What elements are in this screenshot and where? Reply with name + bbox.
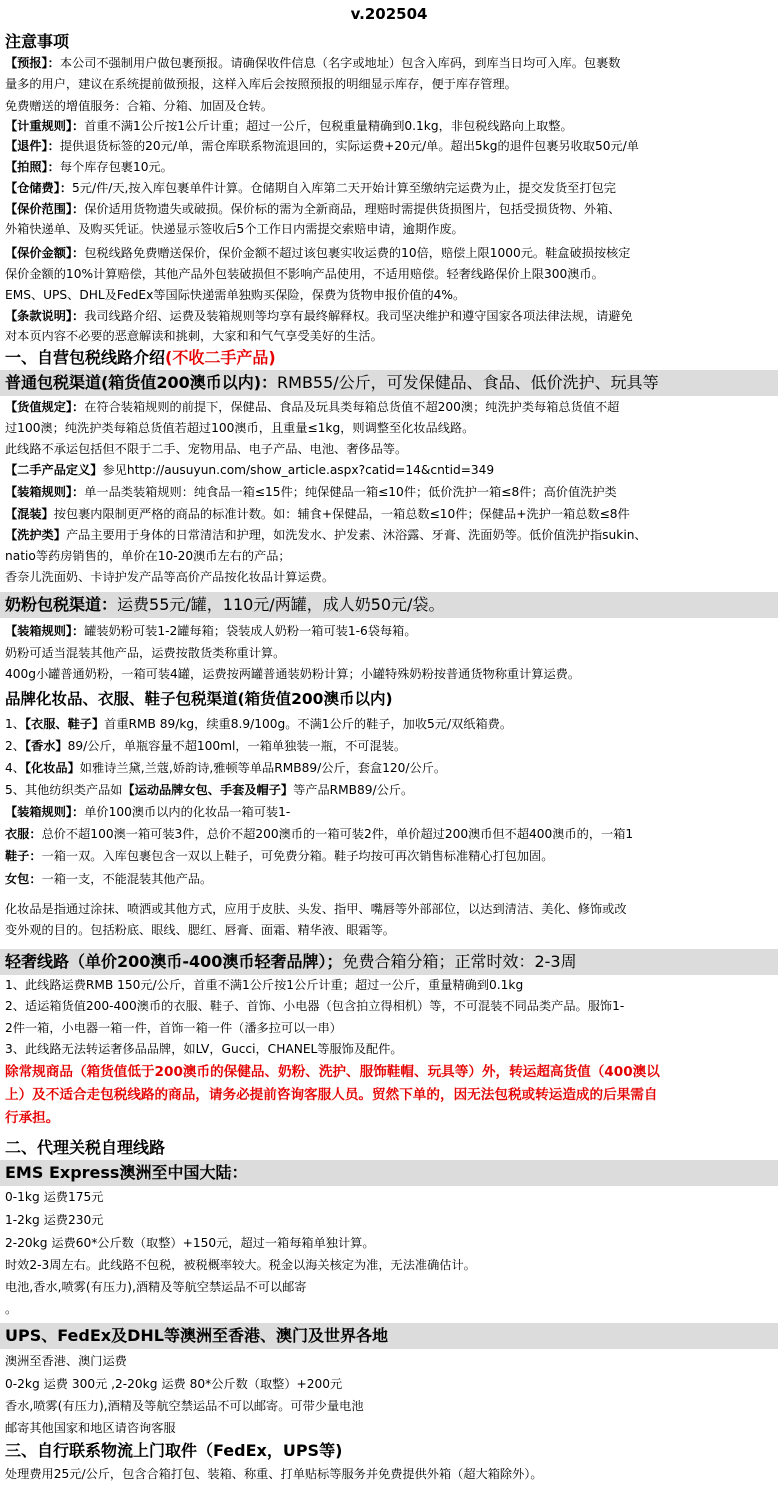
- notice-line: 【仓储费】：5元/件/天,按入库包裹单件计算。仓储期自入库第二天开始计算至缴纳完运费为止，提交发货至打包完: [5, 181, 616, 195]
- milk-line: 【装箱规则】：罐装奶粉可装1-2罐每箱；袋装成人奶粉一箱可装1-6袋每箱。: [5, 624, 417, 638]
- notice-line: EMS、UPS、DHL及FedEx等国际快递需单独购买保险，保费为货物申报价值的4%。: [5, 288, 466, 302]
- brand-line: 4、【化妆品】如雅诗兰黛,兰蔻,娇韵诗,雅顿等单品RMB89/公斤，套盒120/公斤。: [5, 761, 447, 775]
- section3-line: 处理费用25元/公斤，包含合箱打包、装箱、称重、打单贴标等服务并免费提供外箱（超大箱除外）。: [5, 1467, 543, 1481]
- milk-line: 奶粉可适当混装其他产品，运费按散货类称重计算。: [5, 646, 286, 660]
- milk-line: 400g小罐普通奶粉，一箱可装4罐，运费按两罐普通装奶粉计算；小罐特殊奶粉按普通货物称重计算运费。: [5, 667, 581, 681]
- ems-line: 。: [5, 1302, 18, 1316]
- notice-line: 【退件】：提供退货标签的20元/单，需仓库联系物流退回的，实际运费+20元/单。超出5kg的退件包裹另收取50元/单: [5, 139, 639, 153]
- normal-line: 【货值规定】：在符合装箱规则的前提下，保健品、食品及玩具类每箱总货值不超200澳；纯洗护类每箱总货值不超: [5, 400, 620, 414]
- version-label: v.202504: [350, 5, 428, 23]
- ems-line: 电池,香水,喷雾(有压力),酒精及等航空禁运品不可以邮寄: [5, 1280, 307, 1294]
- ems-line: 时效2-3周左右。此线路不包税，被税概率较大。税金以海关核定为准，无法准确估计。: [5, 1258, 476, 1272]
- normal-line: 【二手产品定义】参见http://ausuyun.com/show_article.aspx?catid=14&cntid=349: [5, 463, 495, 477]
- notice-title: 注意事项: [5, 32, 70, 51]
- normal-line: 【洗护类】产品主要用于身体的日常清洁和护理，如洗发水、护发素、沐浴露、牙膏、洗面奶等。低价值洗护指sukin、: [5, 528, 647, 542]
- notice-line: 外箱快递单、及购买凭证。快递显示签收后5个工作日内需提交索赔申请，逾期作废。: [5, 222, 464, 236]
- luxury-warning: 行承担。: [5, 1110, 60, 1126]
- luxury-line: 3、此线路无法转运奢侈品品牌，如LV，Gucci，CHANEL等服饰及配件。: [5, 1042, 403, 1056]
- luxury-channel-header: 轻奢线路（单价200澳币-400澳币轻奢品牌）；免费合箱分箱；正常时效：2-3周: [0, 949, 778, 975]
- normal-line: natio等药房销售的，单价在10-20澳币左右的产品；: [5, 549, 291, 563]
- luxury-line: 1、此线路运费RMB 150元/公斤，首重不满1公斤按1公斤计重；超过一公斤，重量精确到0.1kg: [5, 978, 524, 992]
- brand-line: 衣服：总价不超100澳一箱可装3件，总价不超200澳币的一箱可装2件，单价超过200澳币但不超400澳币的，一箱1: [5, 827, 634, 841]
- luxury-line: 2件一箱，小电器一箱一件，首饰一箱一件（潘多拉可以一串）: [5, 1021, 342, 1035]
- ups-line: 澳洲至香港、澳门运费: [5, 1354, 127, 1368]
- brand-line: 【装箱规则】：单价100澳币以内的化妆品一箱可装1-: [5, 805, 291, 819]
- normal-line: 此线路不承运包括但不限于二手、宠物用品、电子产品、电池、奢侈品等。: [5, 442, 408, 456]
- notice-line: 【计重规则】：首重不满1公斤按1公斤计重；超过一公斤，包税重量精确到0.1kg，非包税线路向上取整。: [5, 119, 573, 133]
- cosmetics-definition: 化妆品是指通过涂抹、喷洒或其他方式，应用于皮肤、头发、指甲、嘴唇等外部部位，以达到清洁、美化、修饰或改: [5, 902, 627, 916]
- brand-channel-title: 品牌化妆品、衣服、鞋子包税渠道(箱货值200澳币以内): [5, 690, 393, 708]
- notice-line: 【拍照】：每个库存包裹10元。: [5, 160, 173, 174]
- ups-line: 香水,喷雾(有压力),酒精及等航空禁运品不可以邮寄。可带少量电池: [5, 1399, 364, 1413]
- notice-line: 保价金额的10%计算赔偿，其他产品外包装破损但不影响产品使用，不适用赔偿。轻奢线路保价上限300澳币。: [5, 267, 604, 281]
- notice-line: 【保价金额】：包税线路免费赠送保价，保价金额不超过该包裹实收运费的10倍，赔偿上限1000元。鞋盒破损按核定: [5, 246, 631, 260]
- milk-channel-header: 奶粉包税渠道：运费55元/罐，110元/两罐，成人奶50元/袋。: [0, 592, 778, 618]
- ems-header: EMS Express澳洲至中国大陆：: [0, 1160, 778, 1186]
- ups-header: UPS、FedEx及DHL等澳洲至香港、澳门及世界各地: [0, 1323, 778, 1349]
- section1-title: 一、自营包税线路介绍(不收二手产品): [5, 348, 276, 367]
- luxury-warning: 除常规商品（箱货值低于200澳币的保健品、奶粉、洗护、服饰鞋帽、玩具等）外，转运超高货值（400澳以: [5, 1064, 660, 1080]
- luxury-line: 2、适运箱货值200-400澳币的衣服、鞋子、首饰、小电器（包含拍立得相机）等，不可混装不同品类产品。服饰1-: [5, 999, 625, 1013]
- luxury-warning: 上）及不适合走包税线路的商品，请务必提前咨询客服人员。贸然下单的，因无法包税或转运造成的后果需自: [5, 1087, 658, 1103]
- ups-line: 邮寄其他国家和地区请咨询客服: [5, 1421, 176, 1435]
- normal-line: 香奈儿洗面奶、卡诗护发产品等高价产品按化妆品计算运费。: [5, 570, 335, 584]
- section2-title: 二、代理关税自理线路: [5, 1138, 166, 1157]
- brand-line: 2、【香水】89/公斤，单瓶容量不超100ml，一箱单独装一瓶，不可混装。: [5, 739, 407, 753]
- normal-line: 【装箱规则】：单一品类装箱规则：纯食品一箱≤15件；纯保健品一箱≤10件；低价洗护一箱≤8件；高价值洗护类: [5, 485, 617, 499]
- normal-line: 过100澳；纯洗护类每箱总货值若超过100澳币，且重量≤1kg，则调整至化妆品线路。: [5, 421, 475, 435]
- normal-channel-header: 普通包税渠道(箱货值200澳币以内)：RMB55/公斤，可发保健品、食品、低价洗护、玩具等: [0, 370, 778, 396]
- notice-line: 免费赠送的增值服务：合箱、分箱、加固及仓转。: [5, 99, 274, 113]
- section3-title: 三、自行联系物流上门取件（FedEx，UPS等): [5, 1441, 343, 1460]
- ups-line: 0-2kg 运费 300元 ,2-20kg 运费 80*公斤数（取整）+200元: [5, 1377, 343, 1391]
- ems-line: 0-1kg 运费175元: [5, 1190, 104, 1204]
- brand-line: 女包：一箱一支，不能混装其他产品。: [5, 872, 213, 886]
- brand-line: 1、【衣服、鞋子】首重RMB 89/kg，续重8.9/100g。不满1公斤的鞋子，加收5元/双纸箱费。: [5, 717, 513, 731]
- brand-line: 5、其他纺织类产品如【运动品牌女包、手套及帽子】等产品RMB89/公斤。: [5, 783, 414, 797]
- normal-line: 【混装】按包裹内限制更严格的商品的标准计数。如：辅食+保健品，一箱总数≤10件；保健品+洗护一箱总数≤8件: [5, 507, 630, 521]
- ems-line: 2-20kg 运费60*公斤数（取整）+150元，超过一箱每箱单独计算。: [5, 1236, 375, 1250]
- notice-line: 【保价范围】：保价适用货物遗失或破损。保价标的需为全新商品，理赔时需提供货损图片，包括受损货物、外箱、: [5, 202, 621, 216]
- ems-line: 1-2kg 运费230元: [5, 1213, 104, 1227]
- notice-line: 【条款说明】：我司线路介绍、运费及装箱规则等均享有最终解释权。我司坚决维护和遵守国家各项法律法规，请避免: [5, 309, 633, 323]
- notice-line: 【预报】：本公司不强制用户做包裹预报。请确保收件信息（名字或地址）包含入库码，到库当日均可入库。包裹数: [5, 56, 621, 70]
- notice-line: 量多的用户，建议在系统提前做预报，这样入库后会按照预报的明细显示库存，便于库存管理。: [5, 77, 517, 91]
- notice-line: 对本页内容不必要的恶意解读和挑刺，大家和和气气享受美好的生活。: [5, 329, 383, 343]
- brand-line: 鞋子：一箱一双。入库包裹包含一双以上鞋子，可免费分箱。鞋子均按可再次销售标准精心打包加固。: [5, 849, 554, 863]
- cosmetics-definition: 变外观的目的。包括粉底、眼线、腮红、唇膏、面霜、精华液、眼霜等。: [5, 923, 395, 937]
